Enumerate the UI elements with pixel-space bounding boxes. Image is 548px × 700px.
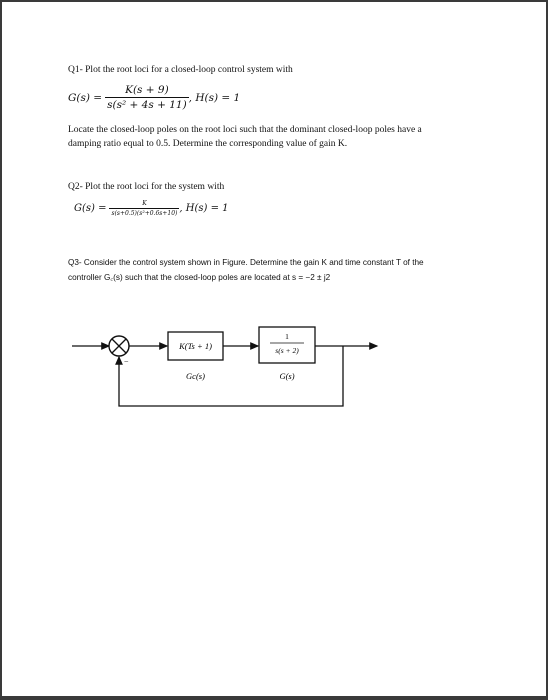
- q2-h: , H(s) = 1: [179, 203, 229, 214]
- q1-text-line-2: damping ratio equal to 0.5. Determine the corresponding value of gain K.: [68, 139, 348, 149]
- controller-label: Gc(s): [186, 371, 205, 381]
- q3-text-line-1: Q3- Consider the control system shown in Figure. Determine the gain K and time constant T of the: [68, 258, 424, 267]
- q1-g-lhs: G(s) =: [68, 91, 103, 104]
- q2-g-lhs: G(s) =: [74, 203, 107, 214]
- plant-numerator: 1: [285, 332, 289, 341]
- summing-junction: [109, 336, 129, 356]
- q1-h: , H(s) = 1: [188, 91, 241, 104]
- q1-g-numerator: K(s + 9): [125, 84, 169, 96]
- q1-g-denominator: s(s² + 4s + 11): [107, 99, 187, 111]
- plant-label: G(s): [279, 371, 295, 381]
- summing-minus-sign: −: [124, 357, 129, 366]
- plant-denominator: s(s + 2): [275, 346, 299, 355]
- q2-g-denominator: s(s+0.5)(s²+0.6s+10): [111, 210, 178, 217]
- q1-heading: Q1- Plot the root loci for a closed-loop control system with: [68, 65, 293, 75]
- block-diagram: [2, 2, 546, 696]
- controller-transfer-function: K(Ts + 1): [179, 341, 212, 351]
- q3-text-line-2: controller G꜀(s) such that the closed-loop poles are located at s = −2 ± j2: [68, 273, 331, 282]
- q2-g-numerator: K: [142, 200, 147, 207]
- q2-heading: Q2- Plot the root loci for the system with: [68, 182, 225, 192]
- document-page: [2, 2, 546, 696]
- q1-text-line-1: Locate the closed-loop poles on the root loci such that the dominant closed-loop poles have a: [68, 125, 422, 135]
